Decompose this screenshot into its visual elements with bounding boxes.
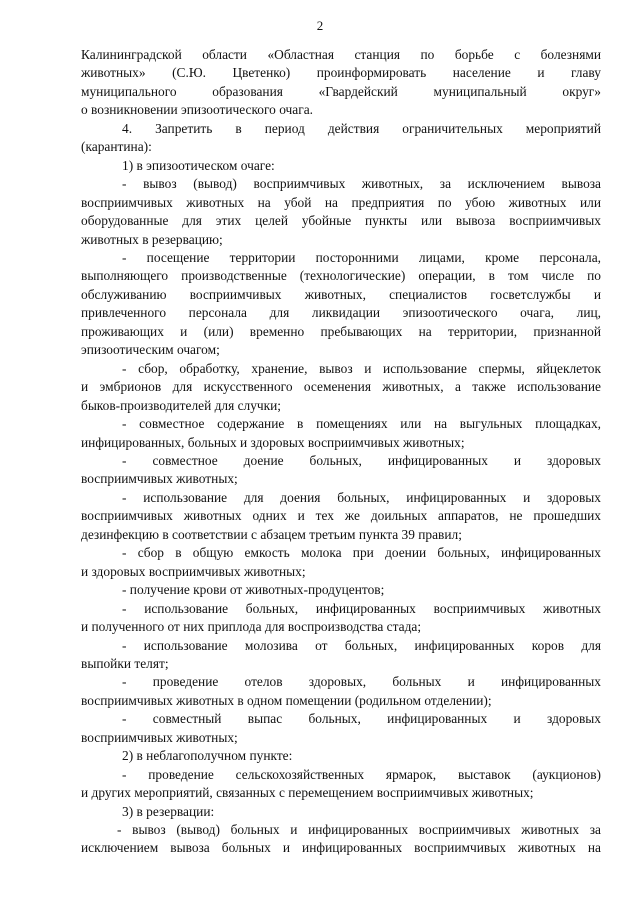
text-line: муниципального образования «Гвардейский муниципальный округ» — [81, 83, 601, 99]
text-line: - совместное доение больных, инфицированных и здоровых — [122, 452, 601, 468]
text-line: - использование для доения больных, инфицированных и здоровых — [122, 489, 601, 505]
text-line: 2) в неблагополучном пункте: — [122, 748, 293, 764]
text-line: - посещение территории посторонними лицами, кроме персонала, — [122, 249, 601, 265]
page-number: 2 — [316, 18, 324, 33]
text-line: - вывоз (вывод) восприимчивых животных, за исключением вывоза — [122, 176, 601, 192]
text-line: восприимчивых животных одних и тех же доильных аппаратов, не прошедших — [81, 508, 601, 524]
text-line: инфицированных, больных и здоровых восприимчивых животных; — [81, 434, 465, 450]
text-line: 4. Запретить в период действия ограничительных мероприятий — [122, 120, 601, 136]
text-line: - использование больных, инфицированных восприимчивых животных — [122, 600, 601, 616]
text-line: животных в резервацию; — [81, 231, 223, 247]
text-line: восприимчивых животных; — [81, 471, 238, 487]
text-line: обслуживанию восприимчивых животных, специалистов госветслужбы и — [81, 286, 601, 302]
text-line: эпизоотическим очагом; — [81, 342, 220, 358]
text-line: о возникновении эпизоотического очага. — [81, 102, 314, 118]
text-line: восприимчивых животных на убой на предприятия по убою животных или — [81, 194, 601, 210]
text-line: - вывоз (вывод) больных и инфицированных восприимчивых животных за — [117, 822, 601, 838]
text-line: - сбор, обработку, хранение, вывоз и использование спермы, яйцеклеток — [122, 360, 601, 376]
text-line: и других мероприятий, связанных с перемещением восприимчивых животных; — [81, 785, 534, 801]
text-line: - проведение сельскохозяйственных ярмарок, выставок (аукционов) — [122, 766, 601, 782]
text-line: проживающих и (или) временно пребывающих на территории, признанной — [81, 323, 601, 339]
text-line: животных» (С.Ю. Цветенко) проинформировать население и главу — [81, 65, 601, 81]
text-line: выполняющего производственные (технологические) операции, в том числе по — [81, 268, 601, 284]
text-line: - сбор в общую емкость молока при доении больных, инфицированных — [122, 545, 601, 561]
text-line: привлеченного персонала для ликвидации эпизоотического очага, лиц, — [81, 305, 601, 321]
text-line: 1) в эпизоотическом очаге: — [122, 157, 275, 173]
text-line: - использование молозива от больных, инфицированных коров для — [122, 637, 601, 653]
text-line: быков-производителей для случки; — [81, 397, 282, 413]
text-line: исключением вывоза больных и инфицированных восприимчивых животных на — [81, 840, 601, 856]
text-line: и полученного от них приплода для воспроизводства стада; — [81, 619, 422, 635]
text-line: - получение крови от животных-продуцентов; — [122, 582, 385, 598]
document-body — [81, 46, 601, 858]
text-line: оборудованные для этих целей убойные пункты или вывоза восприимчивых — [81, 213, 601, 229]
text-line: дезинфекцию в соответствии с абзацем третьим пункта 39 правил; — [81, 526, 462, 542]
text-line: выпойки телят; — [81, 655, 169, 671]
text-line: - проведение отелов здоровых, больных и инфицированных — [122, 674, 601, 690]
text-line: восприимчивых животных; — [81, 729, 238, 745]
text-line: (карантина): — [81, 139, 152, 155]
text-line: - совместный выпас больных, инфицированных и здоровых — [122, 711, 601, 727]
text-line: восприимчивых животных в одном помещении (родильном отделении); — [81, 692, 492, 708]
text-line: 3) в резервации: — [122, 803, 215, 819]
text-line: и здоровых восприимчивых животных; — [81, 563, 306, 579]
text-line: и эмбрионов для искусственного осеменения животных, а также использование — [81, 379, 601, 395]
text-line: - совместное содержание в помещениях или на выгульных площадках, — [122, 416, 601, 432]
text-line: Калининградской области «Областная станция по борьбе с болезнями — [81, 47, 601, 62]
